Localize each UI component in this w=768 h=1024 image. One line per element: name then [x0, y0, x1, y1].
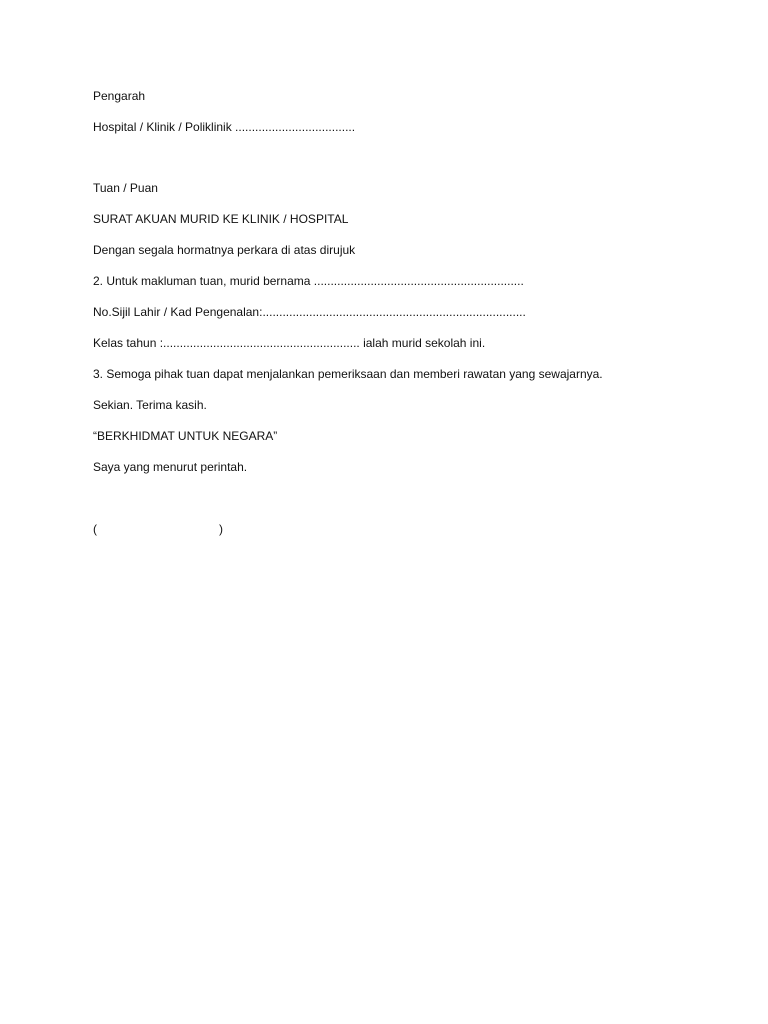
paragraph-student-name: 2. Untuk makluman tuan, murid bernama ............................................................... [93, 274, 524, 288]
recipient-place: Hospital / Klinik / Poliklinik .................................... [93, 120, 356, 134]
recipient-title: Pengarah [93, 89, 146, 103]
signature-close-paren: ) [219, 522, 223, 536]
class-line: Kelas tahun :........................................................... ialah murid sekolah ini. [93, 336, 486, 350]
letter-subject: SURAT AKUAN MURID KE KLINIK / HOSPITAL [93, 212, 349, 226]
salutation: Tuan / Puan [93, 181, 158, 195]
signature-open-paren: ( [93, 522, 97, 536]
closing-line: Sekian. Terima kasih. [93, 398, 207, 412]
birth-cert-line: No.Sijil Lahir / Kad Pengenalan:............................................................................... [93, 305, 526, 319]
opening-line: Dengan segala hormatnya perkara di atas dirujuk [93, 243, 356, 257]
paragraph-request: 3. Semoga pihak tuan dapat menjalankan pemeriksaan dan memberi rawatan yang sewajarnya. [93, 367, 603, 381]
motto: “BERKHIDMAT UNTUK NEGARA” [93, 429, 278, 443]
sign-off: Saya yang menurut perintah. [93, 460, 248, 474]
